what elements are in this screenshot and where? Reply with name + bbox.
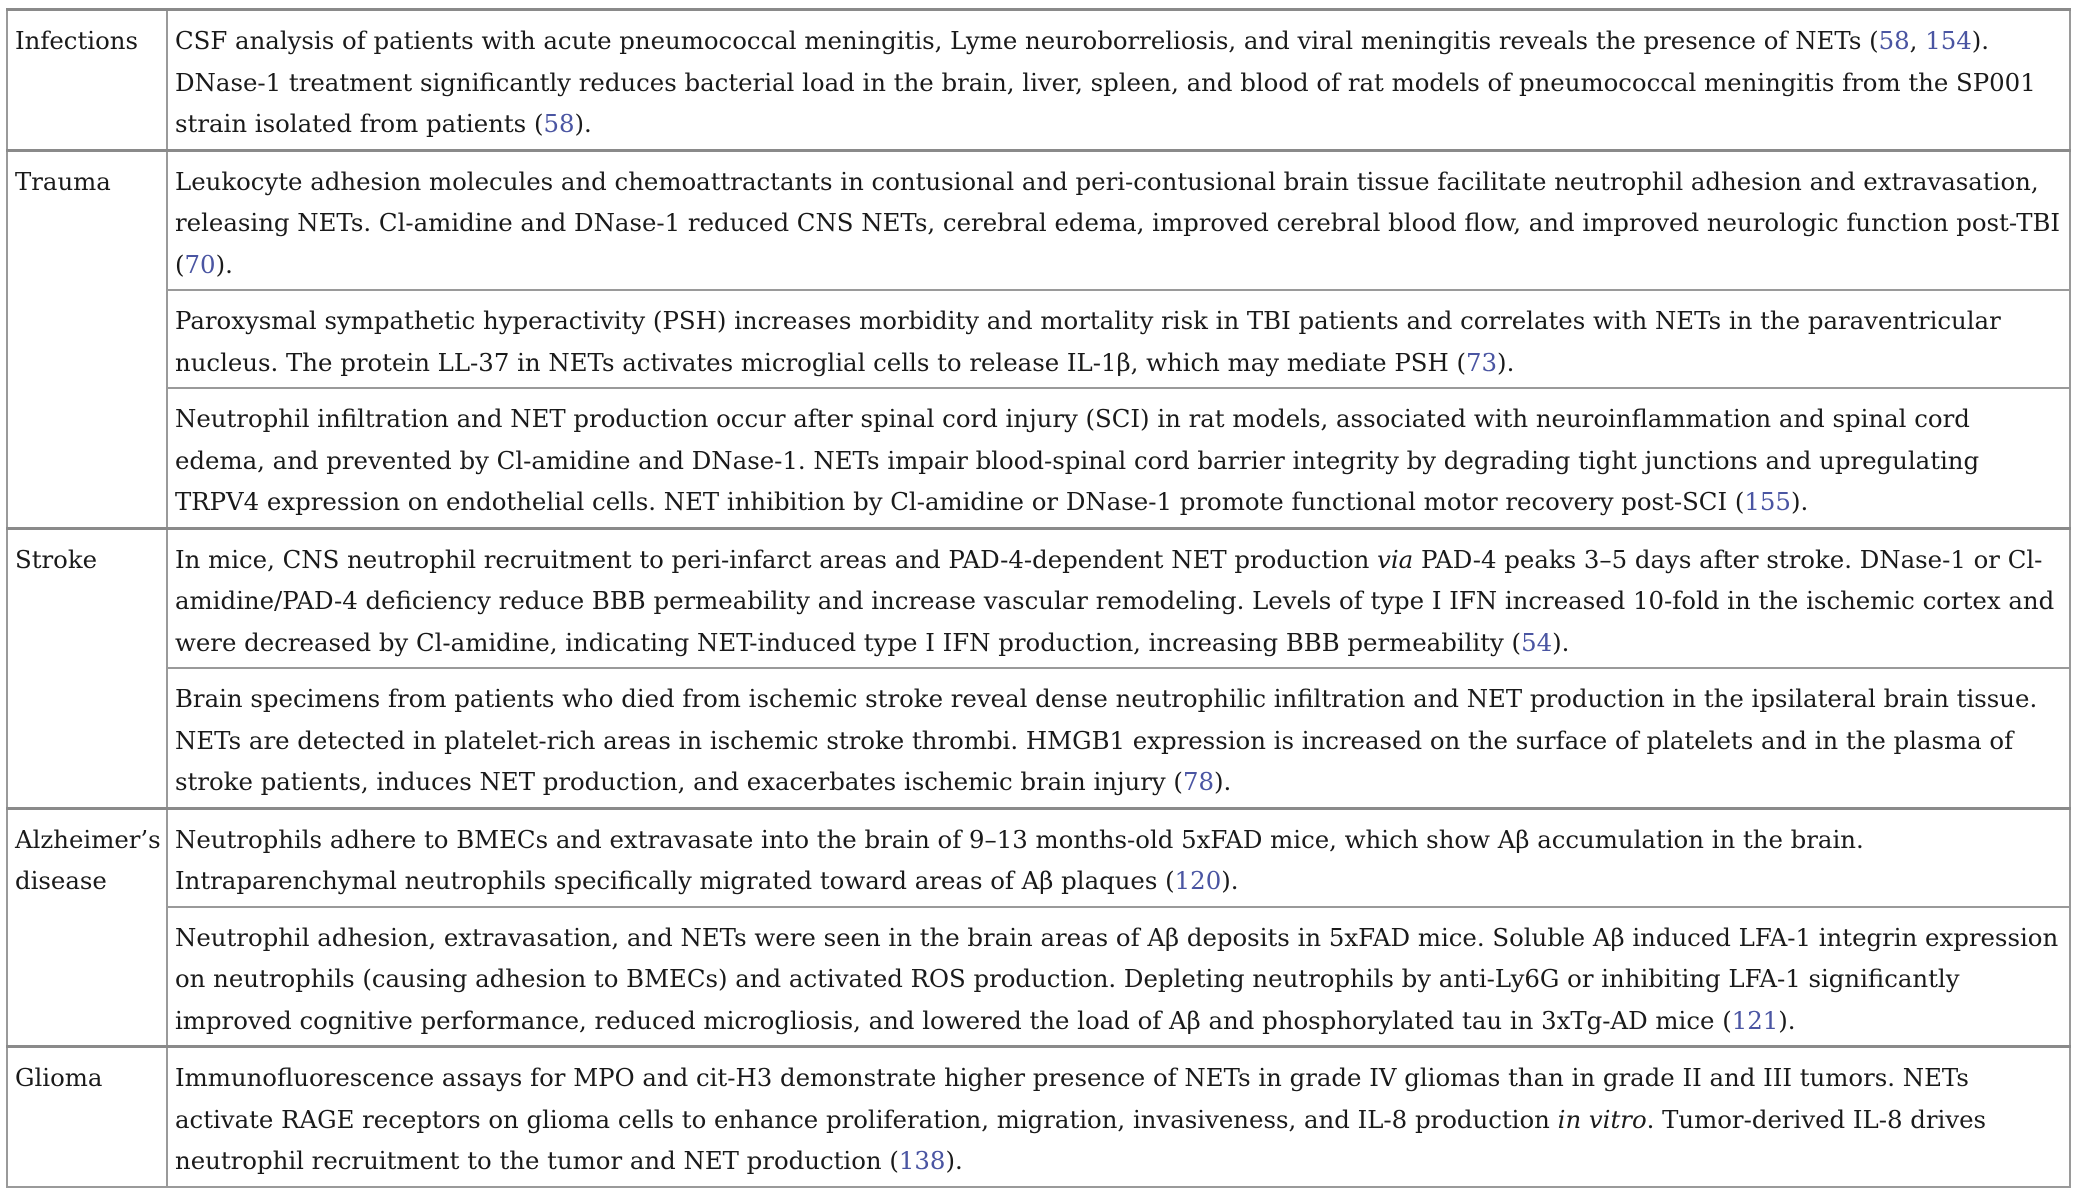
disease-cell: Glioma <box>7 1047 167 1187</box>
disease-cell: Infections <box>7 10 167 151</box>
finding-cell <box>167 290 2070 388</box>
finding-text: Paroxysmal sympathetic hyperactivity (PSH) increases morbidity and mortality risk in TBI patients and correlates with NETs in the paraventricular nucleus. The protein LL-37 in NETs activates microglial cells to release IL-1β, which may mediate PSH ( <box>175 306 2001 377</box>
finding-text: . Tumor-derived IL-8 drives neutrophil recruitment to the tumor and NET production ( <box>175 1104 1987 1175</box>
table-row <box>7 290 2070 388</box>
finding-text: Immunofluorescence assays for MPO and cit-H3 demonstrate higher presence of NETs in grade IV gliomas than in grade II and III tumors. NETs activate RAGE receptors on glioma cells to enhance proliferation, migration, invasiveness, and IL-8 production <box>175 1063 1969 1134</box>
finding-text: ). <box>1497 347 1515 377</box>
reference-link[interactable]: 54 <box>1521 627 1553 657</box>
italic-text: via <box>1377 544 1414 574</box>
finding-text: ). <box>1778 1005 1796 1035</box>
table-body <box>7 10 2070 1187</box>
reference-link[interactable]: 121 <box>1731 1005 1779 1035</box>
finding-cell <box>167 150 2070 290</box>
italic-text: in vitro <box>1557 1104 1647 1134</box>
table-row <box>7 388 2070 528</box>
disease-cell: Alzheimer’s disease <box>7 808 167 1047</box>
finding-cell <box>167 1047 2070 1187</box>
table-row <box>7 907 2070 1047</box>
finding-text: CSF analysis of patients with acute pneumococcal meningitis, Lyme neuroborreliosis, and viral meningitis reveals the presence of NETs ( <box>175 26 1879 55</box>
finding-cell <box>167 907 2070 1047</box>
reference-link[interactable]: 154 <box>1925 26 1972 55</box>
table-row <box>7 10 2070 151</box>
finding-text: ). DNase-1 treatment significantly reduces bacterial load in the brain, liver, spleen, and blood of rat models of pneumococcal meningitis from the SP001 strain isolated from patients ( <box>175 26 2036 138</box>
table-row <box>7 668 2070 808</box>
table-row <box>7 528 2070 668</box>
table-row <box>7 808 2070 907</box>
finding-text: ). <box>215 249 233 279</box>
finding-cell <box>167 668 2070 808</box>
finding-text: Brain specimens from patients who died from ischemic stroke reveal dense neutrophilic infiltration and NET production in the ipsilateral brain tissue. NETs are detected in platelet-rich areas in ischemic stroke thrombi. HMGB1 expression is increased on the surface of platelets and in the plasma of stroke patients, induces NET production, and exacerbates ischemic brain injury ( <box>175 684 2038 796</box>
finding-cell <box>167 808 2070 907</box>
finding-text: In mice, CNS neutrophil recruitment to peri-infarct areas and PAD-4-dependent NET production <box>175 544 1378 574</box>
finding-text: Neutrophil infiltration and NET production occur after spinal cord injury (SCI) in rat models, associated with neuroinflammation and spinal cord edema, and prevented by Cl-amidine and DNase-1. NETs impair blood-spinal cord barrier integrity by degrading tight junctions and upregulating TRPV4 expression on endothelial cells. NET inhibition by Cl-amidine or DNase-1 promote functional motor recovery post-SCI ( <box>175 404 1980 516</box>
nets-disease-table <box>6 8 2071 1188</box>
finding-text: ). <box>1790 487 1809 516</box>
finding-text: ). <box>1221 866 1239 895</box>
reference-link[interactable]: 70 <box>184 249 216 279</box>
finding-text: ). <box>945 1146 963 1175</box>
reference-link[interactable]: 138 <box>898 1146 946 1175</box>
finding-text: Leukocyte adhesion molecules and chemoattractants in contusional and peri-contusional brain tissue facilitate neutrophil adhesion and extravasation, releasing NETs. Cl-amidine and DNase-1 reduced CNS NETs, cerebral edema, improved cerebral blood flow, and improved neurologic function post-TBI ( <box>175 166 2061 279</box>
finding-text: ). <box>1214 767 1232 796</box>
disease-cell: Trauma <box>7 150 167 528</box>
finding-text: , <box>1909 26 1926 55</box>
finding-text: PAD-4 peaks 3–5 days after stroke. DNase-1 or Cl-amidine/PAD-4 deficiency reduce BBB permeability and increase vascular remodeling. Levels of type I IFN increased 10-fold in the ischemic cortex and were decreased by Cl-amidine, indicating NET-induced type I IFN production, increasing BBB permeability ( <box>175 544 2055 657</box>
finding-text: Neutrophils adhere to BMECs and extravasate into the brain of 9–13 months-old 5xFAD mice, which show Aβ accumulation in the brain. Intraparenchymal neutrophils specifically migrated toward areas of Aβ plaques ( <box>175 824 1864 895</box>
finding-text: Neutrophil adhesion, extravasation, and NETs were seen in the brain areas of Aβ deposits in 5xFAD mice. Soluble Aβ induced LFA-1 integrin expression on neutrophils (causing adhesion to BMECs) and activated ROS production. Depleting neutrophils by anti-Ly6G or inhibiting LFA-1 significantly improved cognitive performance, reduced microgliosis, and lowered the load of Aβ and phosphorylated tau in 3xTg-AD mice ( <box>175 922 2059 1035</box>
finding-text: ). <box>574 109 592 138</box>
reference-link[interactable]: 155 <box>1744 487 1791 516</box>
reference-link[interactable]: 73 <box>1466 347 1498 377</box>
finding-text: ). <box>1552 627 1570 657</box>
disease-cell: Stroke <box>7 528 167 808</box>
reference-link[interactable]: 78 <box>1182 767 1214 796</box>
reference-link[interactable]: 58 <box>1878 26 1910 55</box>
finding-cell <box>167 388 2070 528</box>
finding-cell <box>167 528 2070 668</box>
table-row <box>7 150 2070 290</box>
table-row <box>7 1047 2070 1187</box>
reference-link[interactable]: 120 <box>1174 866 1222 895</box>
finding-cell <box>167 10 2070 151</box>
reference-link[interactable]: 58 <box>543 109 575 138</box>
